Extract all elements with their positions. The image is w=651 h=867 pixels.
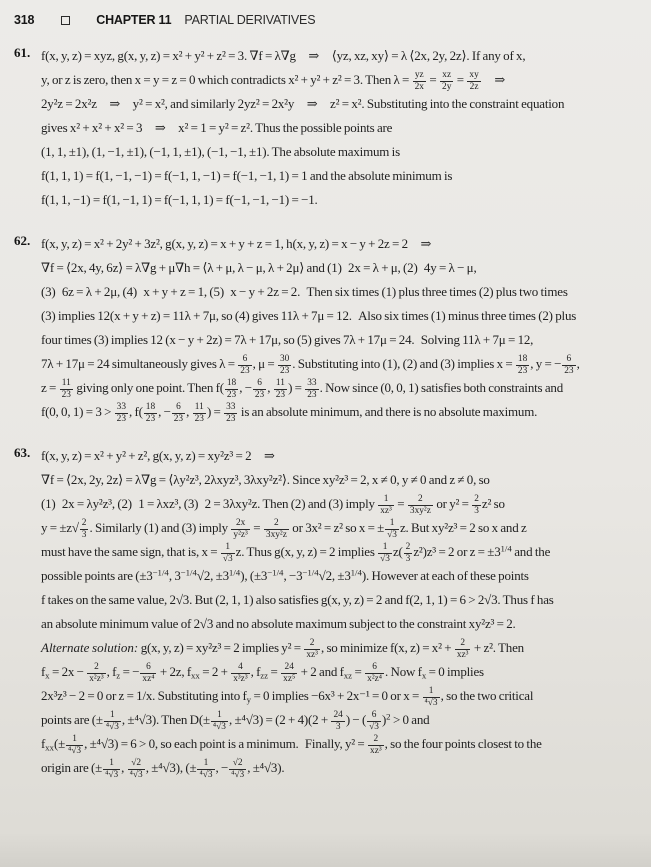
solution-line: an absolute minimum value of 2√3 and no absolute maximum subject to the constraint xy²z³ = 2. — [41, 616, 516, 631]
solution-line: $f_{xx}(\pm$ $\frac{1}{\text{⁴√3}}$ , ±⁴√3) = 6 > 0, so each point is a minimum. Finally, y² = $\frac{2}{\text{xz³}}$ , so the four points closest to the — [41, 734, 542, 756]
solution-line: f takes on the same value, 2√3. But (2, 1, 1) also satisfies g(x, y, z) = 2 and f(2, 1, 1) = 6 > 2√3. Thus f has — [41, 592, 554, 607]
solution-line: y = ±z√ $\frac{2}{3}$ . Similarly (1) and (3) imply $\frac{2x}{\text{y²z³}}$ = $\frac{2}{\text{3xy²z}}$ or 3x² = z² so x = ± $\frac{1}{√3}$ z. But xy²z³ = 2 so x and z — [41, 518, 527, 540]
solution-line: 2y²z = 2x²z ⇒ y² = x², and similarly 2yz² = 2x²y ⇒ z² = x². Substituting into the constraint equation — [41, 96, 565, 111]
problem-number: 61. — [14, 45, 31, 60]
solution-line: ∇f = ⟨2x, 4y, 6z⟩ = λ∇g + μ∇h = ⟨λ + μ, λ − μ, λ + 2μ⟩ and (1) 2x = λ + μ, (2) 4y = λ − μ, — [41, 260, 477, 275]
solution-line: f(x, y, z) = xyz, g(x, y, z) = x² + y² + z² = 3. ∇f = λ∇g ⇒ ⟨yz, xz, xy⟩ = λ ⟨2x, 2y, 2z⟩. If any of x, — [41, 48, 526, 63]
chapter-label: CHAPTER 11 — [96, 13, 172, 27]
problem-62 — [14, 232, 643, 424]
solution-line: origin are (± $\frac{1}{\text{⁴√3}}$ , $\frac{√2}{\text{⁴√3}}$ , ±⁴√3), (± $\frac{1}{\text{⁴√3}}$ , − $\frac{√2}{\text{⁴√3}}$ , ±⁴√3). — [41, 758, 285, 780]
problem-number: 63. — [14, 445, 31, 460]
solution-line: f(x, y, z) = x² + y² + z², g(x, y, z) = xy²z³ = 2 ⇒ — [41, 448, 275, 463]
solution-line: 2x³z³ − 2 = 0 or z = 1/x. Substituting into $f_y = 0$ implies −6x³ + 2x⁻¹ = 0 or x = $\frac{1}{\text{⁴√3}}$ , so the two critical — [41, 686, 534, 708]
solution-line: f(x, y, z) = x² + 2y² + 3z², g(x, y, z) = x + y + z = 1, h(x, y, z) = x − y + 2z = 2 ⇒ — [41, 236, 432, 251]
problem-61-solution — [41, 44, 643, 212]
problem-63-solution — [41, 444, 643, 780]
solution-line: (3) implies 12(x + y + z) = 11λ + 7μ, so (4) gives 11λ + 7μ = 12. Also six times (1) minus three times (2) plus — [41, 308, 577, 323]
solution-line: f(1, 1, −1) = f(1, −1, 1) = f(−1, 1, 1) = f(−1, −1, −1) = −1. — [41, 192, 318, 207]
solution-line: gives x² + x² + x² = 3 ⇒ x² = 1 = y² = z². Thus the possible points are — [41, 120, 393, 135]
solution-line: four times (3) implies 12 (x − y + 2z) = 7λ + 17μ, so (5) gives 7λ + 17μ = 24. Solving 11λ + 7μ = 12, — [41, 332, 534, 347]
solution-line: f(0, 0, 1) = 3 > $\frac{33}{23}$ , f( $\frac{18}{23}$ , − $\frac{6}{23}$ , $\frac{11}{23}$ ) = $\frac{33}{23}$ is an absolute minimum, and there is no absolute maximum. — [41, 402, 538, 424]
square-bullet-icon — [61, 16, 70, 25]
solution-line: possible points are ($\pm 3^{-1/4}$, $3^{-1/4}√2$, $\pm 3^{1/4}$), ($\pm 3^{-1/4}$, $-3^{-1/4}√2$, $\pm 3^{1/4}$). However at each of these points — [41, 567, 529, 583]
solution-line: $f_x = 2x$ − $\frac{2}{\text{x²z³}}$ , $f_z$ = − $\frac{6}{\text{xz⁴}}$ + 2z, $f_{xx} = 2$ + $\frac{4}{\text{x³z³}}$ , $f_{zz}$ = $\frac{24}{\text{xz⁵}}$ + 2 and $f_{xz}$ = $\frac{6}{\text{x²z⁴}}$ . Now $f_x = 0$ implies — [41, 662, 484, 684]
solution-line: z = $\frac{11}{23}$ giving only one point. Then f( $\frac{18}{23}$ , − $\frac{6}{23}$ , $\frac{11}{23}$ ) = $\frac{33}{23}$ . Now since (0, 0, 1) satisfies both constraints and — [41, 378, 564, 400]
problem-61 — [14, 44, 643, 212]
solution-line: points are (± $\frac{1}{\text{⁴√3}}$ , ±⁴√3). Then D(± $\frac{1}{\text{⁴√3}}$ , ±⁴√3) = (2 + 4)(2 + $\frac{24}{3}$ ) − ( $\frac{6}{√3}$ )$^2$ > 0 and — [41, 710, 430, 732]
page-header — [14, 10, 643, 30]
problem-number: 62. — [14, 233, 31, 248]
solution-line: Alternate solution: g(x, y, z) = xy²z³ = 2 implies y² = $\frac{2}{\text{xz³}}$ , so minimize f(x, z) = x² + $\frac{2}{\text{xz³}}$ + z². Then — [41, 638, 524, 660]
solution-line: y, or z is zero, then x = y = z = 0 which contradicts x² + y² + z² = 3. Then λ = $\frac{yz}{2x}$ = $\frac{xz}{2y}$ = $\frac{xy}{2z}$ ⇒ — [41, 70, 506, 92]
problem-63 — [14, 444, 643, 780]
solution-line: (1) 2x = λy²z³, (2) 1 = λxz³, (3) 2 = 3λxy²z. Then (2) and (3) imply $\frac{1}{\text{xz³}}$ = $\frac{2}{\text{3xy²z}}$ or y² = $\frac{2}{3}$ z² so — [41, 494, 505, 516]
solution-line: must have the same sign, that is, x = $\frac{1}{√3}$ z. Thus g(x, y, z) = 2 implies $\frac{1}{√3}$ z( $\frac{2}{3}$ z²)z³ = 2 or $z = \pm 3^{1/4}$ and the — [41, 542, 551, 564]
solution-line: (3) 6z = λ + 2μ, (4) x + y + z = 1, (5) x − y + 2z = 2. Then six times (1) plus three times (2) plus two times — [41, 284, 568, 299]
chapter-title: PARTIAL DERIVATIVES — [184, 13, 316, 27]
solution-line: f(1, 1, 1) = f(1, −1, −1) = f(−1, 1, −1) = f(−1, −1, 1) = 1 and the absolute minimum is — [41, 168, 453, 183]
solution-line: 7λ + 17μ = 24 simultaneously gives λ = $\frac{6}{23}$ , μ = $\frac{30}{23}$ . Substituting into (1), (2) and (3) implies x = $\frac{18}{23}$ , y = − $\frac{6}{23}$ , — [41, 354, 580, 376]
page-number: 318 — [14, 13, 35, 27]
solution-line: ∇f = ⟨2x, 2y, 2z⟩ = λ∇g = ⟨λy²z³, 2λxyz³, 3λxy²z²⟩. Since xy²z³ = 2, x ≠ 0, y ≠ 0 and z ≠ 0, so — [41, 472, 490, 487]
solution-line: (1, 1, ±1), (1, −1, ±1), (−1, 1, ±1), (−1, −1, ±1). The absolute maximum is — [41, 144, 400, 159]
problem-62-solution — [41, 232, 643, 424]
